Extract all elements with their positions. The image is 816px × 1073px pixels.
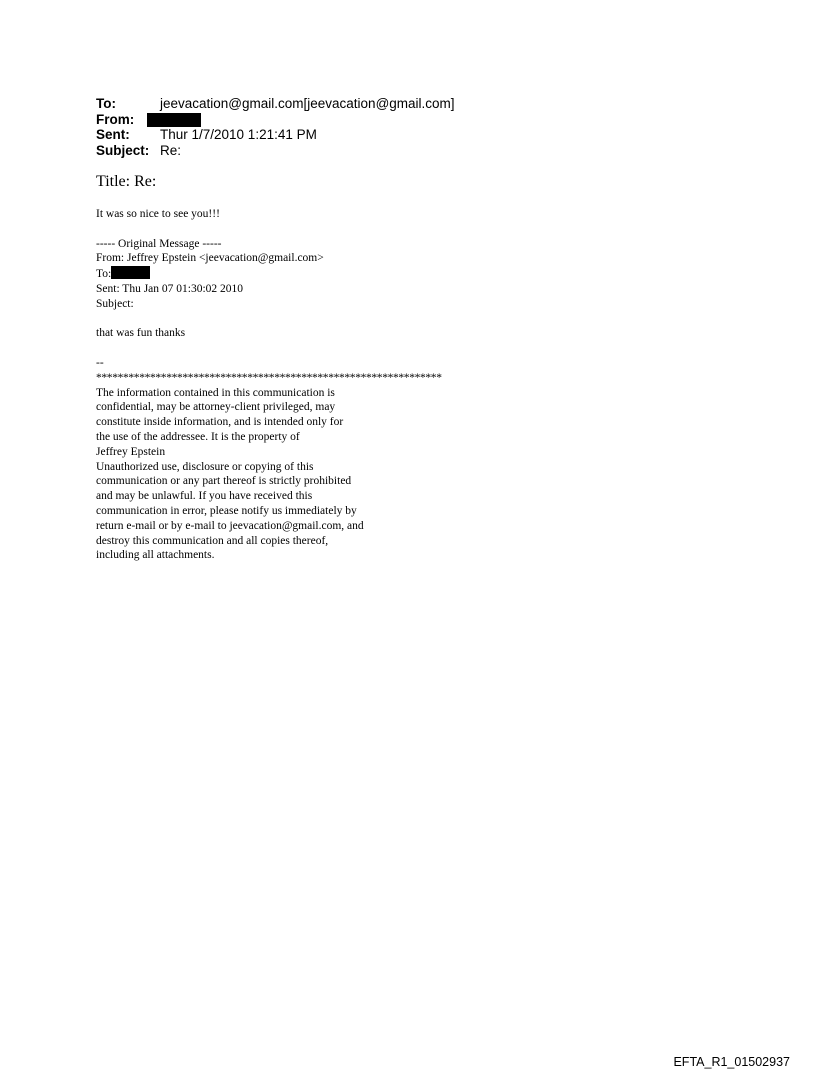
sent-label: Sent: [96,127,130,142]
disclaimer-line: and may be unlawful. If you have received this [96,490,313,503]
email-body [96,207,442,563]
original-from: From: Jeffrey Epstein <jeevacation@gmail.com> [96,252,324,265]
disclaimer-line: the use of the addressee. It is the property of [96,430,300,443]
original-sent: Sent: Thu Jan 07 01:30:02 2010 [96,282,244,295]
reply-line: It was so nice to see you!!! [96,208,220,220]
signature-stars: **************************************************************** [96,371,442,384]
disclaimer-line: including all attachments. [96,549,215,562]
to-label: To: [96,96,116,111]
email-header [96,96,455,158]
original-to-line [96,266,442,282]
disclaimer-line: communication or any part thereof is strictly prohibited [96,475,352,488]
from-redaction [147,113,201,127]
to-value: jeevacation@gmail.com[jeevacation@gmail.com] [160,96,455,111]
subject-value: Re: [160,142,182,158]
disclaimer-line: Jeffrey Epstein [96,445,166,458]
original-message-marker: ----- Original Message ----- [96,237,222,250]
original-body: that was fun thanks [96,327,186,340]
disclaimer-line: Unauthorized use, disclosure or copying of this [96,460,314,473]
subject-label: Subject: [96,142,150,158]
email-title: Title: Re: [96,173,157,190]
disclaimer-line: communication in error, please notify us immediately by [96,504,357,517]
to-row [96,96,455,112]
from-row [96,112,455,128]
disclaimer-line: destroy this communication and all copies thereof, [96,534,329,547]
document-id: EFTA_R1_01502937 [673,1055,790,1069]
sent-value: Thur 1/7/2010 1:21:41 PM [160,127,317,142]
subject-row [96,143,455,159]
disclaimer-line: return e-mail or by e-mail to jeevacation@gmail.com, and [96,519,364,532]
disclaimer-line: The information contained in this communication is [96,386,335,399]
original-subject: Subject: [96,297,134,310]
sent-row [96,127,455,143]
to-redaction [111,266,150,279]
signature-dashes: -- [96,356,104,369]
from-label: From: [96,111,135,127]
original-to-label: To: [96,268,112,281]
disclaimer-line: constitute inside information, and is intended only for [96,416,344,429]
disclaimer-line: confidential, may be attorney-client privileged, may [96,401,336,414]
